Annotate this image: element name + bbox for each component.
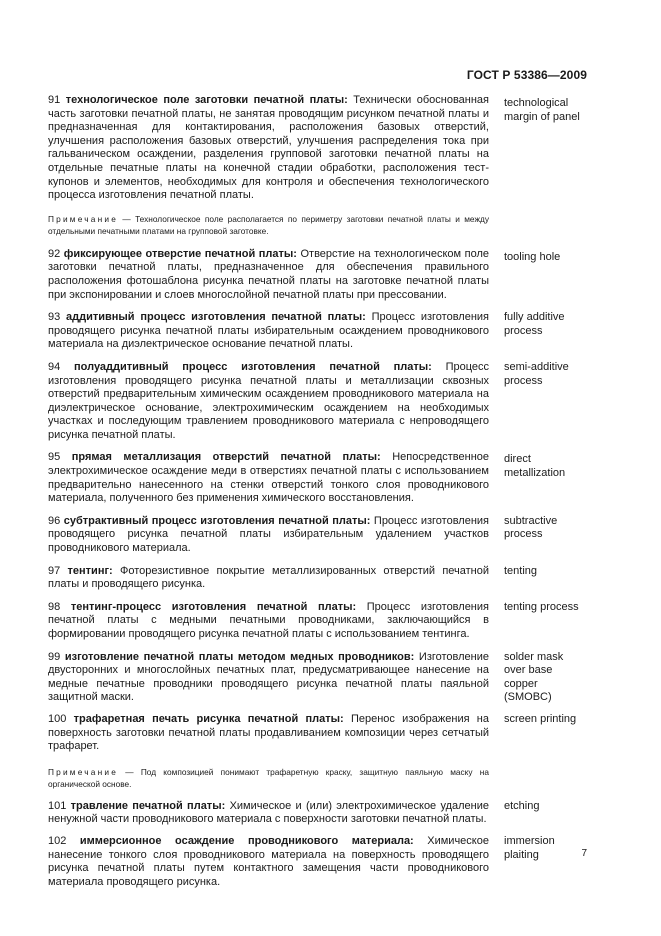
english-equivalent: direct metallization	[504, 453, 566, 480]
term-name: полуаддитивный процесс изготовления печатной платы:	[74, 360, 432, 373]
english-equivalent: immersion plaiting	[504, 834, 555, 861]
term-name: иммерсионное осаждение проводникового материала:	[79, 834, 414, 847]
term-name: технологическое поле заготовки печатной платы:	[65, 94, 348, 106]
term-name: травление печатной платы:	[70, 799, 226, 812]
term-number: 102	[48, 834, 67, 847]
term-definition: Химическое нанесение тонкого слоя проводникового материала на поверхность проводящего рисунка печатной платы путем контактного замещения части проводникового материала проводящего рисунка.	[48, 834, 489, 888]
term-entry	[48, 248, 588, 302]
term-entry	[48, 601, 588, 642]
term-entry	[48, 565, 588, 592]
english-equivalent: semi-additive process	[504, 360, 569, 387]
english-equivalent: tenting process	[504, 600, 579, 613]
note-label: Примечание	[48, 766, 119, 777]
term-number: 93	[48, 311, 61, 324]
term-entry	[48, 311, 588, 352]
document-code: ГОСТ Р 53386—2009	[466, 68, 587, 82]
term-name: трафаретная печать рисунка печатной платы:	[73, 712, 344, 725]
term-number: 97	[48, 564, 61, 577]
note-text: — Под композицией понимают трафаретную краску, защитную паяльную маску на органической основе.	[48, 766, 489, 789]
note	[48, 213, 489, 237]
note	[48, 766, 489, 790]
term-definition: Отверстие на технологическом поле заготовки печатной платы, предназначенное для обеспечения правильного расположения фотошаблона рисунка печатной платы на заготовке печатной платы при экспонировании и слоев многослойной печатной платы при прессовании.	[48, 247, 489, 301]
term-entry	[48, 800, 588, 827]
term-number: 99	[48, 650, 61, 663]
term-name: аддитивный процесс изготовления печатной платы:	[66, 311, 366, 324]
english-equivalent: technological margin of panel	[504, 97, 580, 123]
term-definition: Технически обоснованная часть заготовки печатной платы, не занятая проводящим рисунком печатной платы и предназначенная для контактирования, расположения базовых отверстий, улучшения расположения базовых отверстий, улучшения распределения тока при гальваническом осаждении, разделения групповой заготовки печатной платы на отдельные печатные платы на конечной стадии обработки, расположения тест-купонов и элементов, необходимых для контроля и обеспечения технологического процесса изготовления печатной платы.	[48, 94, 490, 202]
term-number: 92	[48, 247, 61, 260]
term-entry	[48, 515, 588, 556]
english-equivalent: fully additive process	[504, 311, 565, 337]
term-number: 98	[48, 600, 61, 613]
term-name: прямая металлизация отверстий печатной платы:	[71, 451, 381, 464]
term-list	[48, 94, 588, 889]
english-equivalent: subtractive process	[504, 514, 558, 541]
note-text: — Технологическое поле располагается по периметру заготовки печатной платы и между отдельными печатными платами на групповой заготовке.	[48, 213, 489, 236]
term-name: тентинг:	[67, 564, 113, 577]
english-equivalent: tenting	[504, 564, 538, 577]
term-entry	[48, 713, 588, 754]
term-definition: Химическое и (или) электрохимическое удаление ненужной части проводникового материала с поверхности заготовки печатной платы.	[48, 799, 490, 826]
english-equivalent: tooling hole	[504, 250, 561, 263]
term-definition: Процесс изготовления печатной платы с медными печатными проводниками, заключающийся в формировании проводящего рисунка печатной платы с использованием тентинга.	[48, 600, 489, 640]
term-entry	[48, 94, 588, 203]
english-equivalent: solder mask over base copper (SMOBC)	[504, 650, 564, 704]
page-number: 7	[581, 848, 587, 859]
term-name: субтрактивный процесс изготовления печатной платы:	[63, 514, 371, 527]
term-definition: Непосредственное электрохимическое осаждение меди в отверстиях печатной платы с использованием предварительно нанесенного на стенки отверстий тонкого слоя проводникового материала, полученного без применения химического восстановления.	[48, 451, 490, 505]
term-name: фиксирующее отверстие печатной платы:	[63, 247, 297, 260]
term-name: тентинг-процесс изготовления печатной платы:	[70, 600, 357, 613]
term-name: изготовление печатной платы методом медных проводников:	[64, 650, 415, 663]
term-number: 96	[48, 514, 61, 527]
term-definition: Процесс изготовления проводящего рисунка печатной платы избирательным удалением участков проводникового материала.	[48, 514, 489, 555]
term-number: 100	[48, 712, 67, 725]
term-number: 91	[48, 94, 61, 106]
term-definition: Процесс изготовления проводящего рисунка печатной платы и металлизации сквозных отверстий предварительным химическим осаждением проводникового материала на диэлектрическое основание, электрохимическим осаждением на необходимых участках и последующим травлением проводникового материала с непроводящего рисунка печатной платы.	[48, 360, 490, 441]
term-entry	[48, 651, 588, 705]
term-definition: Перенос изображения на поверхность заготовки печатной платы продавливанием композиции через сетчатый трафарет.	[48, 712, 489, 753]
term-entry	[48, 835, 588, 889]
term-number: 95	[48, 451, 61, 464]
term-entry	[48, 361, 588, 443]
term-number: 101	[48, 799, 67, 812]
term-number: 94	[48, 360, 61, 373]
english-equivalent: screen printing	[504, 712, 577, 725]
term-definition: Процесс изготовления проводящего рисунка печатной платы избирательным осаждением проводникового материала на диэлектрическое основание печатной платы.	[48, 311, 489, 351]
note-label: Примечание	[48, 213, 119, 224]
term-entry	[48, 451, 588, 505]
term-definition: Изготовление двусторонних и многослойных печатных плат, предусматривающее нанесение на медные печатные проводники проводящего рисунка печатной платы паяльной защитной маски.	[48, 650, 489, 704]
english-equivalent: etching	[504, 799, 540, 812]
term-definition: Фоторезистивное покрытие металлизированных отверстий печатной платы и проводящего рисунка.	[48, 564, 490, 591]
